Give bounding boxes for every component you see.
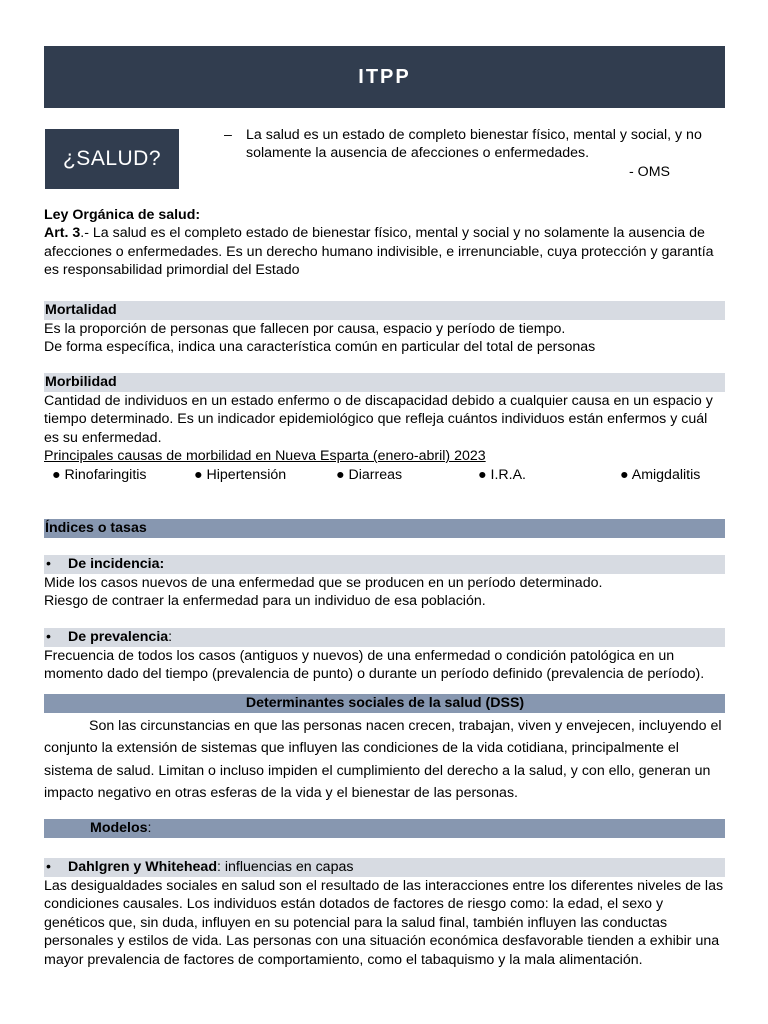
mortalidad-section bbox=[44, 301, 725, 357]
cause-item: ● I.R.A. bbox=[478, 466, 526, 483]
bullet-icon: • bbox=[46, 858, 51, 875]
quote-dash: – bbox=[224, 127, 232, 143]
prevalencia-text: Frecuencia de todos los casos (antiguos y nuevos) de una enfermedad o condición patológica en un momento dado del tiempo (prevalencia de punto) o durante un período definido (prevalencia de período). bbox=[44, 647, 705, 683]
bullet-icon: • bbox=[46, 555, 51, 572]
dahlgren-text: Las desigualdades sociales en salud son el resultado de las interacciones entre los diferentes niveles de las condiciones causales. Los individuos están dotados de factores de riesgo como: la edad, el sexo y genéticos que, sin duda, influyen en su potencial para la salud final, también influyen las conductas personales y estilos de vida. Las personas con una situación económica desfavorable tienden a exhibir una mayor prevalencia de factores de comportamiento, como el tabaquismo y la mala alimentación. bbox=[44, 877, 724, 968]
bullet-icon: • bbox=[46, 628, 51, 645]
intro-section bbox=[44, 126, 725, 200]
indices-heading: Índices o tasas bbox=[44, 519, 725, 538]
salud-label-box bbox=[45, 129, 179, 189]
causes-list bbox=[44, 466, 725, 484]
law-title: Ley Orgánica de salud: bbox=[44, 207, 201, 223]
morbilidad-section bbox=[44, 373, 725, 484]
art-label: Art bbox=[44, 225, 65, 242]
modelos-title: Modelos bbox=[90, 819, 148, 836]
causes-title: Principales causas de morbilidad en Nueva Esparta (enero-abril) 2023 bbox=[44, 448, 486, 465]
mortalidad-line-1: Es la proporción de personas que fallecen por causa, espacio y período de tiempo. bbox=[44, 320, 566, 337]
salud-label: ¿SALUD? bbox=[62, 147, 162, 171]
modelos-colon: : bbox=[147, 819, 152, 836]
incidencia-heading bbox=[44, 555, 725, 574]
modelos-section bbox=[44, 819, 725, 969]
quote-text: La salud es un estado de completo bienestar físico, mental y social, y no solamente la ausencia de afecciones o enfermedades. bbox=[246, 127, 702, 162]
dahlgren-title: Dahlgren y Whitehead bbox=[68, 858, 217, 875]
page-title: ITPP bbox=[358, 66, 411, 88]
prevalencia-colon: : bbox=[168, 628, 173, 645]
morbilidad-text: Cantidad de individuos en un estado enfermo o de discapacidad debido a cualquier causa en un espacio y tiempo determinado. Es un indicador epidemiológico que refleja cuántos individuos están enfermos y cuál es su enfermedad. bbox=[44, 392, 713, 446]
prevalencia-heading bbox=[44, 628, 725, 647]
incidencia-title: De incidencia: bbox=[68, 555, 165, 572]
oms-quote bbox=[224, 126, 724, 181]
mortalidad-heading: Mortalidad bbox=[44, 301, 725, 320]
dss-section bbox=[44, 694, 725, 805]
cause-item: ● Amigdalitis bbox=[620, 466, 701, 483]
cause-item: ● Hipertensión bbox=[194, 466, 287, 483]
incidencia-line-2: Riesgo de contraer la enfermedad para un individuo de esa población. bbox=[44, 593, 486, 610]
morbilidad-heading: Morbilidad bbox=[44, 373, 725, 392]
indices-section bbox=[44, 519, 725, 684]
quote-author: - OMS bbox=[629, 163, 670, 180]
cause-item: ● Diarreas bbox=[336, 466, 403, 483]
dahlgren-heading bbox=[44, 858, 725, 877]
prevalencia-title: De prevalencia bbox=[68, 628, 169, 645]
dss-heading: Determinantes sociales de la salud (DSS) bbox=[44, 694, 725, 713]
page-header bbox=[44, 46, 725, 108]
modelos-heading bbox=[44, 819, 725, 838]
dss-text: Son las circunstancias en que las personas nacen crecen, trabajan, viven y envejecen, incluyendo el conjunto la extensión de sistemas que influyen las condiciones de la vida cotidiana, principalmente el sistema de salud. Limitan o incluso impiden el cumplimiento del derecho a la salud, y con ello, generan un impacto negativo en otras esferas de la vida y el bienestar de las personas. bbox=[44, 717, 722, 802]
cause-item: ● Rinofaringitis bbox=[52, 466, 147, 483]
mortalidad-line-2: De forma específica, indica una característica común en particular del total de personas bbox=[44, 339, 596, 356]
law-text: .- La salud es el completo estado de bienestar físico, mental y social y no solamente la ausencia de afecciones o enfermedades. Es un derecho humano indivisible, e irrenunciable, cuya protección y garantía es responsabilidad primordial del Estado bbox=[44, 225, 714, 279]
law-article bbox=[44, 224, 725, 279]
law-section bbox=[44, 206, 725, 280]
dahlgren-suffix: : influencias en capas bbox=[217, 858, 354, 875]
incidencia-line-1: Mide los casos nuevos de una enfermedad que se producen en un período determinado. bbox=[44, 574, 603, 591]
art-number: . 3 bbox=[64, 225, 81, 242]
document-page bbox=[44, 46, 725, 969]
